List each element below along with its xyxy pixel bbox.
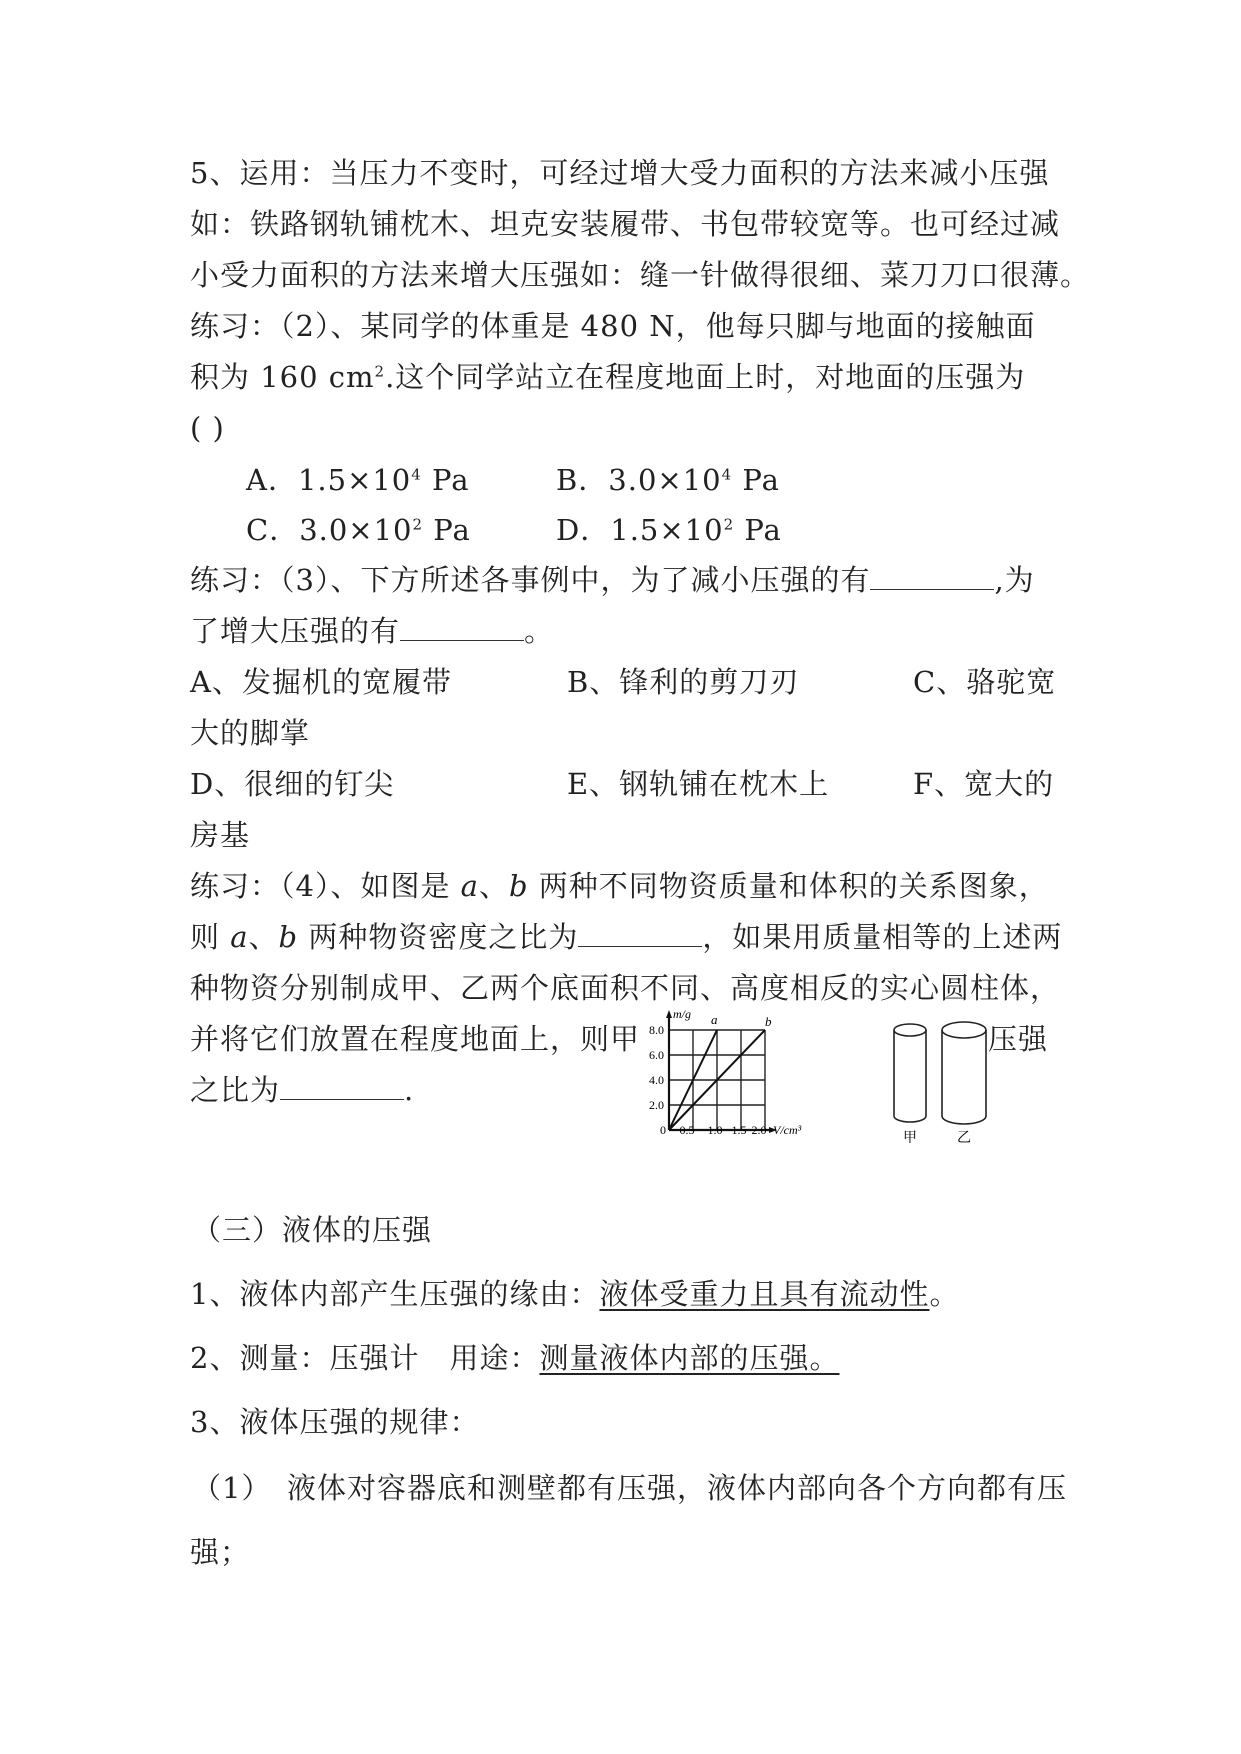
exercise2-line2-end: .这个同学站立在程度地面上时，对地面的压强为 xyxy=(385,360,1026,394)
choice-a: A、发掘机的宽履带 xyxy=(190,665,452,699)
liquid-item1 xyxy=(190,1276,959,1312)
exercise4-line1-end: 两种不同物资质量和体积的关系图象， xyxy=(528,869,1049,903)
option-b-sup: 4 xyxy=(721,465,733,484)
cylinder-jia xyxy=(894,1024,926,1122)
line-b-label: b xyxy=(765,1014,772,1029)
var-b: b xyxy=(508,869,529,903)
exercise2-line2 xyxy=(190,359,1025,395)
cylinder-yi-top xyxy=(942,1022,986,1038)
exercise4-line4-end: 压强 xyxy=(988,1022,1049,1056)
liquid-rule1: （1） 液体对容器底和测壁都有压强，液体内部向各个方向都有压 xyxy=(192,1471,1067,1505)
cylinders-figure xyxy=(880,1008,1000,1143)
separator: 、 xyxy=(478,869,509,903)
exercise2-line1: 练习：（2）、某同学的体重是 480 N，他每只脚与地面的接触面 xyxy=(190,309,1036,343)
y-axis-arrow-icon xyxy=(666,1010,672,1018)
option-d-unit: Pa xyxy=(734,513,782,547)
y-axis-label: m/g xyxy=(673,1007,691,1021)
option-c-sup: 2 xyxy=(412,515,424,534)
exercise2-line2-start: 积为 160 cm xyxy=(190,360,375,394)
option-d-sup: 2 xyxy=(723,515,735,534)
exercise4-line2 xyxy=(190,919,1062,955)
choice-f: F、宽大的 xyxy=(913,767,1055,801)
line-a-label: a xyxy=(711,1012,718,1027)
liquid-rule1-cont: 强； xyxy=(190,1535,251,1569)
option-b xyxy=(556,462,780,498)
cylinder-yi-body xyxy=(942,1030,986,1124)
y-tick: 4.0 xyxy=(649,1073,664,1087)
choice-b: B、锋利的剪刀刃 xyxy=(567,665,800,699)
option-c-unit: Pa xyxy=(423,513,471,547)
exercise3-line1-end: ,为 xyxy=(994,563,1035,597)
option-b-unit: Pa xyxy=(732,463,780,497)
y-tick: 2.0 xyxy=(649,1098,664,1112)
option-c xyxy=(246,512,471,548)
liquid-item1-end: 。 xyxy=(929,1277,960,1311)
cylinder-yi-label: 乙 xyxy=(957,1130,971,1143)
exercise2-answer-paren: ( ) xyxy=(190,411,225,445)
liquid-item2-answer: 测量液体内部的压强。 xyxy=(539,1341,840,1375)
choice-d: D、很细的钉尖 xyxy=(190,767,395,801)
option-a-sup: 4 xyxy=(411,465,422,484)
exercise4-line2-mid: 两种物资密度之比为 xyxy=(298,920,579,954)
option-a-unit: Pa xyxy=(421,463,470,497)
option-a-text: A．1.5×10 xyxy=(246,463,412,497)
exercise4-line4: 并将它们放置在程度地面上，则甲 xyxy=(190,1022,641,1056)
exercise4-line1 xyxy=(190,868,1049,904)
option-c-text: C．3.0×10 xyxy=(246,513,413,547)
exercise4-line3: 种物资分别制成甲、乙两个底面积不同、高度相反的实心圆柱体， xyxy=(190,971,1061,1005)
exercise2-line2-sup: 2 xyxy=(374,362,386,381)
exercise4-line1-start: 练习：（4）、如图是 xyxy=(190,869,461,903)
section5-line2: 如：铁路钢轨铺枕木、坦克安装履带、书包带较宽等。也可经过减 xyxy=(190,207,1061,241)
x-axis-label: V/cm³ xyxy=(773,1123,802,1137)
option-a xyxy=(246,462,470,498)
choice-e: E、钢轨铺在枕木上 xyxy=(567,767,830,801)
liquid-item1-label: 1、液体内部产生压强的缘由： xyxy=(190,1277,600,1311)
section-heading: （三）液体的压强 xyxy=(192,1213,433,1247)
exercise4-line5-end: . xyxy=(404,1073,415,1107)
cylinder-yi xyxy=(942,1022,986,1124)
option-d-text: D．1.5×10 xyxy=(556,513,724,547)
var-a: a xyxy=(230,920,249,954)
option-d xyxy=(556,512,782,548)
exercise3-line2 xyxy=(190,613,554,649)
x-tick: 1.5 xyxy=(731,1123,747,1137)
exercise4-line2-end: ，如果用质量相等的上述两 xyxy=(702,920,1063,954)
answer-blank xyxy=(400,616,524,641)
x-tick: 0.5 xyxy=(679,1123,695,1137)
exercise4-line5 xyxy=(190,1072,414,1108)
section5-line3: 小受力面积的方法来增大压强如：缝一针做得很细、菜刀刀口很薄。 xyxy=(190,258,1091,292)
answer-blank xyxy=(578,922,702,947)
liquid-item2-label: 2、测量：压强计 用途： xyxy=(190,1341,540,1375)
liquid-item3: 3、液体压强的规律： xyxy=(190,1405,480,1439)
cylinder-jia-top xyxy=(894,1024,926,1036)
answer-blank xyxy=(870,565,994,590)
exercise3-line1-text: 练习：（3）、下方所述各事例中，为了减小压强的有 xyxy=(190,563,871,597)
y-tick: 6.0 xyxy=(649,1048,664,1062)
option-b-text: B．3.0×10 xyxy=(556,463,722,497)
cylinder-jia-body xyxy=(894,1030,926,1122)
exercise3-line1 xyxy=(190,562,1035,598)
separator: 、 xyxy=(248,920,279,954)
liquid-item1-answer: 液体受重力且具有流动性 xyxy=(599,1277,930,1311)
section5-line1: 5、运用：当压力不变时，可经过增大受力面积的方法来减小压强 xyxy=(190,156,1050,190)
y-tick: 8.0 xyxy=(649,1023,664,1037)
mass-volume-graph xyxy=(635,1000,835,1140)
cylinder-jia-label: 甲 xyxy=(903,1130,917,1143)
choice-c: C、骆驼宽 xyxy=(913,665,1057,699)
answer-blank xyxy=(280,1075,404,1100)
exercise3-line2-end: 。 xyxy=(524,614,555,648)
x-tick: 2.0 xyxy=(751,1123,767,1137)
var-b: b xyxy=(278,920,299,954)
liquid-item2 xyxy=(190,1340,839,1376)
var-a: a xyxy=(460,869,479,903)
exercise4-line2-start: 则 xyxy=(190,920,231,954)
x-tick: 1.0 xyxy=(707,1123,723,1137)
exercise4-line5-start: 之比为 xyxy=(190,1073,281,1107)
x-tick: 0 xyxy=(660,1123,666,1137)
choice-c-cont: 大的脚掌 xyxy=(190,716,311,750)
choice-f-cont: 房基 xyxy=(190,818,251,852)
exercise3-line2-text: 了增大压强的有 xyxy=(190,614,401,648)
